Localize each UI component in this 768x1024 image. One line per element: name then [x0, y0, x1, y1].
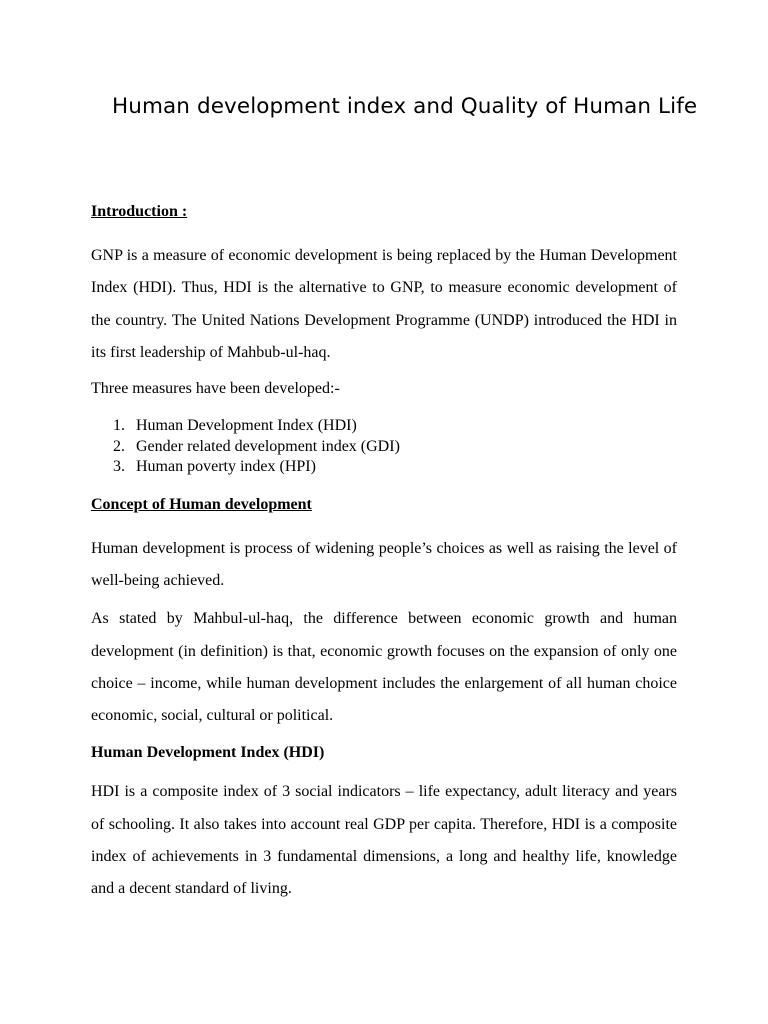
list-item-text: Human poverty index (HPI)	[136, 458, 316, 476]
document-body	[91, 200, 677, 906]
concept-paragraph-1: Human development is process of widening people’s choices as well as raising the level of well-being achieved.	[91, 539, 677, 589]
document-title: Human development index and Quality of Human Life	[112, 94, 698, 119]
list-item	[91, 416, 677, 437]
hdi-heading: Human Development Index (HDI)	[91, 744, 325, 762]
introduction-paragraph: GNP is a measure of economic development is being replaced by the Human Development Index (HDI). Thus, HDI is the alternative to GNP, to measure economic development of the country. The United Nations Development Programme (UNDP) introduced the HDI in its first leadership of Mahbub-ul-haq.	[91, 247, 677, 361]
introduction-heading: Introduction :	[91, 203, 188, 220]
concept-paragraph-2: As stated by Mahbul-ul-haq, the difference between economic growth and human development (in definition) is that, economic growth focuses on the expansion of only one choice – income, while human development includes the enlargement of all human choice economic, social, cultural or political.	[91, 610, 677, 725]
measures-intro: Three measures have been developed:-	[91, 380, 340, 398]
list-item	[91, 457, 677, 478]
concept-heading: Concept of Human development	[91, 495, 312, 513]
list-item-number: 1.	[113, 417, 125, 435]
list-item-number: 3.	[113, 458, 125, 476]
hdi-paragraph: HDI is a composite index of 3 social indicators – life expectancy, adult literacy and years of schooling. It also takes into account real GDP per capita. Therefore, HDI is a composite index of achievements in 3 fundamental dimensions, a long and healthy life, knowledge and a decent standard of living.	[91, 783, 677, 898]
list-item-text: Human Development Index (HDI)	[136, 417, 357, 435]
list-item	[91, 437, 677, 458]
list-item-text: Gender related development index (GDI)	[136, 437, 400, 455]
list-item-number: 2.	[113, 437, 125, 455]
measures-list	[91, 416, 677, 478]
